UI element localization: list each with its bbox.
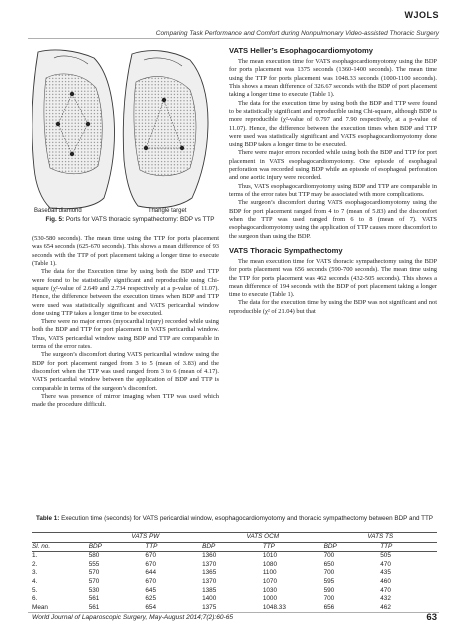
table-row	[32, 595, 437, 604]
table-cell: 625	[145, 595, 157, 603]
paragraph: The data for the execution time by using the BDP was not significant and not reproducible (χ² of 21.04) but that	[229, 299, 437, 315]
table-cell: 2.	[32, 560, 38, 568]
table-cell: 1385	[202, 586, 217, 594]
paragraph: The surgeon’s discomfort during VATS esophagocardiomyotomy using the BDP for port placement ranged from 4 to 7 (mean of 5.83) and the discomfort when the TTP was used ranged from 6 to 8 (mean of 7). VATS esophagocardiomyotomy using the application of TTP causes more discomfort to the surgeon than using the BDP.	[229, 199, 437, 240]
table-cell: 432	[380, 595, 391, 603]
table-caption-text: Execution time (seconds) for VATS pericardial window, esophagocardiomyotomy and thoracic sympathectomy between BDP and TTP	[61, 515, 433, 522]
paragraph: The mean execution time for VATS thoracic sympathectomy using the BDP for ports placement was 656 seconds (590-700 seconds). The mean time using the TTP for ports placement was 462 seconds (432-505 seconds). This shows a mean difference of 194 seconds with the BDP of port placement taking a longer time to execute (Table 1).	[229, 257, 437, 299]
table-cell: 700	[323, 595, 335, 603]
table-header-cell: TTP	[145, 542, 202, 552]
table-cell: 462	[380, 604, 437, 613]
paragraph: The data for the execution time by using both the BDP and TTP were found to be statistically significant and reproducible using Chi-square, although BDP is more reproducible (χ²-value of 0.797 and 7.90 respectively, at a p-value of 11.07). Hence, the difference between the execution times when BDP and TTP were used was statistically significant and VATS esophagocardiomyotomy done using BDP takes a longer time to be executed.	[229, 99, 437, 149]
right-torso	[123, 51, 208, 208]
table-cell: 1360	[202, 552, 217, 560]
journal-name: WJOLS	[404, 10, 439, 20]
table-group-spacer	[32, 533, 89, 543]
figure-caption	[40, 216, 220, 224]
table-cell: 1010	[262, 552, 278, 560]
table-cell: 4.	[32, 577, 38, 585]
table-cell: 570	[88, 577, 100, 585]
table-cell: 1370	[202, 560, 217, 568]
table-cell: 700	[323, 569, 335, 577]
table-row	[32, 578, 437, 587]
table-cell: 5.	[32, 586, 38, 594]
table-cell: 580	[88, 552, 100, 560]
table-cell: 3.	[32, 569, 38, 577]
table-cell: 644	[145, 569, 157, 577]
table-cell: 645	[145, 586, 157, 594]
table-cell: 555	[88, 560, 100, 568]
table-cell: 470	[380, 586, 391, 594]
table-cell: 670	[145, 552, 157, 560]
table-cell: 670	[145, 577, 157, 585]
header-rule	[28, 38, 439, 39]
table-cell: 1048.33	[263, 604, 324, 613]
paragraph: There were no major errors (myocardial injury) recorded while using both the BDP and TTP for port placement in VATS pericardial window. Thus, VATS pericardial window using BDP and TTP are comparable in terms of the error rates.	[32, 318, 219, 351]
table-cell: 1.	[32, 552, 38, 560]
figure-caption-text: Ports for VATS thoracic sympathectomy: BDP vs TTP	[65, 216, 215, 223]
section-heading-sympathectomy: VATS Thoracic Sympathectomy	[229, 245, 343, 255]
table-header-cell: TTP	[380, 542, 437, 552]
table-subheader	[32, 542, 437, 552]
table-cell: 460	[380, 577, 391, 585]
table-group-header-cell: VATS PW	[89, 533, 202, 543]
table-caption	[32, 515, 437, 523]
paragraph: The mean execution time for VATS esophagocardiomyotomy using the BDP for ports placement was 1375 seconds (1360-1400 seconds). The mean time using the TTP for ports placement was 1048.33 seconds (1000-1100 seconds). This shows a mean difference of 326.67 seconds with the BDP of port placement taking a longer time to execute (Table 1).	[229, 58, 437, 99]
table-cell: 595	[323, 577, 335, 585]
figure-5-illustration	[32, 48, 212, 216]
table-caption-label: Table 1:	[35, 515, 60, 522]
paragraph: There were major errors recorded while using both the BDP and TTP for port placement in VATS esophagocardiomyotomy. One episode of esophageal perforation was recorded using BDP while an episode of esophageal perforation and one aortic injury were recorded.	[229, 149, 437, 182]
table-row	[32, 552, 437, 561]
right-column	[229, 46, 437, 316]
table-cell: 1365	[202, 569, 217, 577]
table-cell: 505	[380, 552, 391, 560]
table-group-header-cell: VATS OCM	[202, 533, 324, 543]
footer-citation: World Journal of Laparoscopic Surgery, May-August 2014;7(2):60-65	[32, 614, 234, 621]
table-cell: 561	[88, 595, 100, 603]
running-title: Comparing Task Performance and Comfort during Nonpulmonary Video-assisted Thoracic Surgery	[155, 30, 439, 37]
table-group-header	[32, 533, 437, 543]
table-cell: 1400	[202, 595, 217, 603]
table-cell: 1375	[202, 604, 263, 613]
table-cell: 470	[380, 560, 391, 568]
table-cell: 435	[380, 569, 391, 577]
paragraph: There was presence of mirror imaging when TTP was used which made the procedure difficult.	[32, 392, 219, 409]
table-cell: 530	[88, 586, 100, 594]
table-cell: 590	[323, 586, 335, 594]
table-cell: Mean	[32, 604, 89, 613]
table-cell: 1000	[262, 595, 278, 603]
footer-rule	[28, 612, 439, 613]
table-cell: 561	[89, 604, 146, 613]
table-row	[32, 569, 437, 578]
figure-label-triangle-target: Triangle target	[148, 208, 187, 214]
execution-time-table	[32, 532, 437, 613]
table-cell: 570	[88, 569, 100, 577]
page-number: 63	[426, 612, 437, 623]
paragraph: The data for the Execution time by using both the BDP and TTP were found to be statistically significant and reproducible using Chi-square (χ²-value of 2.649 and 2.734 respectively at a p-value of 11.07). Hence, the difference between the execution times when BDP and TTP were used was statistically significant and VATS pericardial window done using TTP takes a longer time to be executed.	[32, 268, 219, 317]
table-cell: 656	[324, 604, 381, 613]
table-cell: 1030	[262, 586, 278, 594]
table-cell: 1100	[262, 569, 277, 577]
table-row	[32, 587, 437, 596]
table-header-cell: BDP	[89, 542, 146, 552]
paragraph: The surgeon’s discomfort during VATS pericardial window using the BDP for port placement ranged from 3 to 5 (mean of 3.83) and the discomfort when the TTP was used ranged from 3 to 6 (mean of 4.17). VATS pericardial window between the application of BDP and TTP is comparable in terms of the surgeon’s discomfort.	[32, 351, 219, 392]
table-cell: 1070	[262, 577, 278, 585]
table-cell: 670	[145, 560, 157, 568]
left-column	[32, 235, 219, 410]
figure-label-baseball-diamond: Baseball diamond	[34, 208, 82, 214]
table-cell: 1370	[202, 577, 217, 585]
table-cell: 654	[145, 604, 202, 613]
left-torso	[32, 50, 115, 209]
table-header-cell: BDP	[324, 542, 381, 552]
table-cell: 650	[323, 560, 335, 568]
table-cell: 6.	[32, 595, 38, 603]
table-header-cell: BDP	[202, 542, 263, 552]
figure-caption-label: Fig. 5:	[45, 216, 65, 223]
table-cell: 1080	[262, 560, 278, 568]
table-cell: 700	[323, 552, 335, 560]
table-row	[32, 561, 437, 570]
paragraph: Thus, VATS esophagocardiomyotomy using BDP and TTP are comparable in terms of the error rates but TTP may be associated with more complications.	[229, 182, 437, 198]
table-header-cell: TTP	[263, 542, 324, 552]
table-group-header-cell: VATS TS	[324, 533, 437, 543]
table-header-cell: Sl. no.	[32, 542, 89, 552]
paragraph: (530-580 seconds). The mean time using the TTP for ports placement was 654 seconds (625-670 seconds). This shows a mean difference of 93 seconds with the TTP of port placement taking a longer time to execute (Table 1).	[32, 235, 219, 267]
section-heading-heller: VATS Heller’s Esophagocardiomyotomy	[229, 46, 374, 55]
